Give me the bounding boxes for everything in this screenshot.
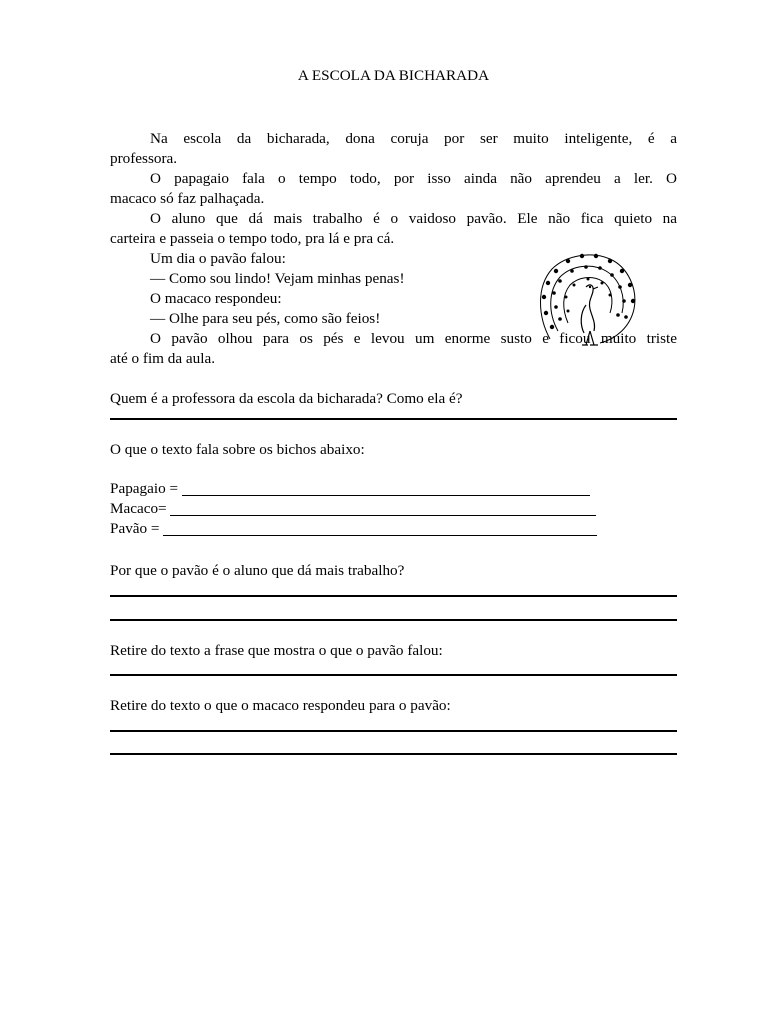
fill-line-macaco	[110, 499, 677, 519]
story-line: Um dia o pavão falou:	[150, 250, 286, 267]
answer-line[interactable]	[110, 595, 677, 597]
story-line: carteira e passeia o tempo todo, pra lá e pra cá.	[110, 230, 395, 247]
story-line: O papagaio fala o tempo todo, por isso ainda não aprendeu a ler. O	[150, 170, 677, 187]
story-line: até o fim da aula.	[110, 350, 215, 367]
fill-label: Papagaio =	[110, 480, 182, 497]
answer-line[interactable]	[110, 753, 677, 755]
story-line: macaco só faz palhaçada.	[110, 190, 265, 207]
answer-blank[interactable]	[163, 521, 597, 536]
story-line: Na escola da bicharada, dona coruja por ser muito inteligente, é a	[150, 130, 677, 147]
story-line: — Olhe para seu pés, como são feios!	[150, 310, 381, 327]
story-line: O macaco respondeu:	[150, 290, 282, 307]
question-3: Por que o pavão é o aluno que dá mais trabalho?	[110, 562, 405, 579]
worksheet-page	[110, 66, 677, 755]
fill-label: Pavão =	[110, 520, 164, 537]
question-5: Retire do texto o que o macaco respondeu para o pavão:	[110, 697, 451, 714]
page-title: A ESCOLA DA BICHARADA	[297, 67, 490, 84]
fill-line-papagaio	[110, 479, 677, 499]
story-line: O aluno que dá mais trabalho é o vaidoso pavão. Ele não fica quieto na	[150, 210, 677, 227]
story-line: O pavão olhou para os pés e levou um enorme susto e ficou muito triste	[150, 330, 677, 347]
question-2: O que o texto fala sobre os bichos abaixo:	[110, 441, 365, 458]
story-text	[110, 129, 677, 369]
fill-label: Macaco=	[110, 500, 171, 517]
peacock-illustration	[530, 247, 642, 349]
story-line: — Como sou lindo! Vejam minhas penas!	[150, 270, 405, 287]
answer-blank[interactable]	[182, 481, 590, 496]
question-1: Quem é a professora da escola da bicharada? Como ela é?	[110, 390, 463, 407]
answer-line[interactable]	[110, 730, 677, 732]
story-line: professora.	[110, 150, 178, 167]
fill-line-pavao	[110, 519, 677, 539]
question-4: Retire do texto a frase que mostra o que o pavão falou:	[110, 642, 443, 659]
answer-blank[interactable]	[170, 501, 596, 516]
